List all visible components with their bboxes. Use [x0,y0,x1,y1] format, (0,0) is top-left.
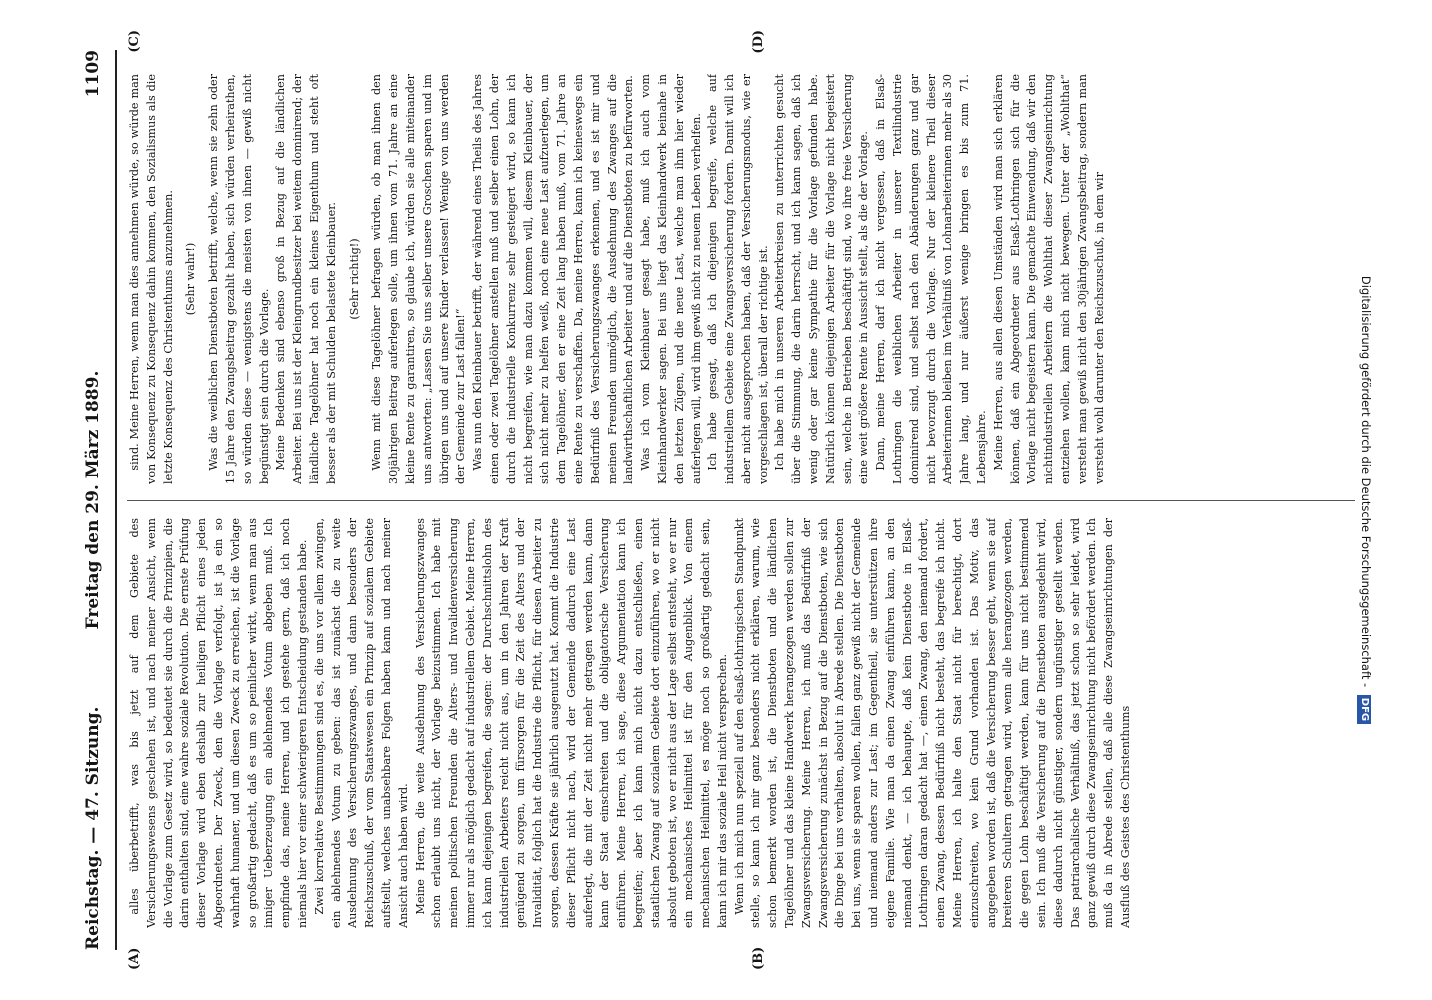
paragraph: Ich habe gesagt, daß ich diejenigen begreife, welche auf industriellem Gebiete eine Zwangsversicherung fordern. Damit will ich aber nicht ausgesprochen haben, daß der Versicherungsmodus, wie er vorgeschlagen ist, überall der richtige ist. [706,74,770,484]
paragraph: alles überbetrifft, was bis jetzt auf dem Gebiete des Versicherungswesens geschehen ist, und nach meiner Ansicht, wenn die Vorlage zum Gesetz wird, so bedeutet sie durch die Prinzipien, die darin enthalten sind, eine wahre soziale Revolution. Die ernste Prüfung dieser Vorlage wird eben deshalb zur heiligen Pflicht eines jeden Abgeordneten. Der Zweck, den die Vorlage verfolgt, ist ja ein so wahrhaft humaner, und um diesen Zweck zu erreichen, ist die Vorlage so großartig gedacht, daß es um so peinlicher wirkt, wenn man aus inniger Ueberzeugung ein ablehnendes Votum abgeben muß. Ich empfinde das, meine Herren, und ich gestehe gern, daß ich noch niemals hier vor einer schwierigeren Entscheidung gestanden habe. [128,518,309,928]
column-divider [127,500,1355,501]
header-session: Reichstag. — 47. Sitzung. [83,706,103,950]
dfg-logo: DFG [1357,695,1371,724]
digitization-credit [1353,40,1379,960]
header-rule [115,50,117,950]
paragraph: Was ich vom Kleinbauer gesagt habe, muß ich auch vom Kleinhandwerker sagen. Bei uns liegt das Kleinhandwerk beinahe in den letzten Zügen, und die neue Last, welche man ihm hier wieder auferlegen will, wird ihm gewiß nicht zu neuem Leben verhelfen. [639,74,703,484]
paragraph: Dann, meine Herren, darf ich nicht vergessen, daß in Elsaß-Lothringen die weiblichen Arbeiter in unserer Textilindustrie dominirend sind, und selbst nach den Abänderungen ganz und gar nicht bevorzugt durch die Vorlage. Nur der kleinere Theil dieser Arbeiterinnen bleiben im Verhältniß von Lohnarbeiterinnen mehr als 30 Jahre lang, und nur äußerst wenige bringen es bis zum 71. Lebensjahre. [874,74,989,484]
left-column [127,518,1355,928]
header-date: Freitag den 29. März 1889. [83,370,103,630]
paragraph: Meine Bedenken sind ebenso groß in Bezug auf die ländlichen Arbeiter. Bei uns ist der Kleingrundbesitzer bei weitem dominirend; der ländliche Tagelöhner hat noch ein kleines Eigenthum und steht oft besser als der mit Schulden belastete Kleinbauer. [274,74,338,484]
credit-text: Digitalisierung gefördert durch die Deutsche Forschungsgemeinschaft - [1359,275,1373,688]
paragraph: Was nun den Kleinbauer betrifft, der während eines Theils des Jahres einen oder zwei Tagelöhner anstellen muß und selber einen Lohn, der durch die industrielle Konkurrenz sehr gesteigert wird, so kann ich nicht begreifen, wie man dazu kommen will, diesem Kleinbauer, der sich nicht mehr zu helfen weiß, noch eine neue Last aufzuerlegen, um dem Tagelöhner, den er eine Zeit lang haben muß, vom 71. Jahre an eine Rente zu verschaffen. Da, meine Herren, kann ich keineswegs ein Bedürfniß des Versicherungszwanges erkennen, und es ist mir und meinen Freunden unmöglich, die Ausdehnung des Zwanges auf die landwirthschaftlichen Arbeiter und auf die Dienstboten zu befürworten. [471,74,636,484]
interjection: (Sehr richtig!) [347,238,361,320]
newspaper-page [51,20,1381,980]
paragraph: Meine Herren, die weite Ausdehnung des Versicherungszwanges schon erlaubt uns nicht, der Vorlage beizustimmen. Ich habe mit meinen politischen Freunden die Alters- und Invalidenversicherung immer nur als möglich gedacht auf industriellem Gebiet. Meine Herren, ich kann diejenigen begreifen, die sagen: der Durchschnittslohn des industriellen Arbeiters reicht nicht aus, um in den Jahren der Kraft genügend zu sorgen, um fürsorgen für die Zeit des Alters und der Invalidität, folglich hat die Industrie die Pflicht, für diesen Arbeiter zu sorgen, dessen Kräfte sie jährlich ausgenutzt hat. Kommt die Industrie dieser Pflicht nicht nach, wird der Gemeinde dadurch eine Last auferlegt, die mit der Zeit nicht mehr getragen werden kann, dann kann der Staat einschreiten und die obligatorische Versicherung einführen. Meine Herren, ich sage, diese Argumentation kann ich begreifen; aber ich kann mich nicht dazu entschließen, einen staatlichen Zwang auf sozialem Gebiete dort einzuführen, wo er nicht absolut geboten ist, wo er nicht aus der Lage selbst entsteht, wo er nur ein mechanisches Heilmittel ist für den Augenblick. Von einem mechanischen Heilmittel, es möge noch so großartig gedacht sein, kann ich mir das soziale Heil nicht versprechen. [413,518,729,928]
page-header [73,50,113,950]
interjection: (Sehr wahr!) [184,242,198,316]
margin-mark-d: (D) [751,30,766,54]
paragraph: Wenn mit diese Tagelöhner befragen würden, ob man ihnen den 30jährigen Beitrag auferlegen solle, um ihnen vom 71. Jahre an eine kleine Rente zu garantiren, so glaube ich, würden sie alle miteinander uns antworten: „Lassen Sie uns selber unsere Groschen sparen und im übrigen uns und auf unsere Kinder verlassen! Wenige von uns werden der Gemeinde zur Last fallen!“ [370,74,468,484]
margin-mark-b: (B) [751,946,766,970]
paragraph: Zwei korrelative Bestimmungen sind es, die uns vor allem zwingen, ein ablehnendes Votum zu geben: das ist zunächst die zu weite Ausdehnung des Versicherungszwanges, und dann besonders der Reichszuschuß, der vom Staatswesen ein Prinzip auf sozialem Gebiete aufstellt, welches unabsehbare Folgen haben kann und nach meiner Ansicht auch haben wird. [312,518,410,928]
margin-mark-a: (A) [127,947,142,970]
paragraph: Wenn ich mich nun speziell auf den elsaß-lothringischen Standpunkt stelle, so kann ich mir ganz besonders nicht erklären, warum, wie schon bemerkt worden ist, die Dienstboten und die ländlichen Tagelöhner und das kleine Handwerk herangezogen werden sollen zur Zwangsversicherung. Meine Herren, ich muß das Bedürfniß der Zwangsversicherung zunächst in Bezug auf die Dienstboten, wie sich die Dinge bei uns verhalten, absolut in Abrede stellen. Die Dienstboten bei uns, wenn sie sparen wollen, fallen ganz gewiß nicht der Gemeinde und niemand anders zur Last; im Gegentheil, sie unterstützen ihre eigene Familie. Wie man da einen Zwang einführen kann, an den niemand denkt, — ich behaupte, daß kein Dienstbote in Elsaß-Lothringen daran gedacht hat —, einen Zwang, den niemand fordert, einen Zwang, dessen Bedürfniß nicht besteht, das begreife ich nicht. Meine Herren, ich halte den Staat nicht für berechtigt, dort einzuschreiten, wo kein Grund vorhanden ist. Das Motiv, das angegeben worden ist, daß die Versicherung besser geht, wenn sie auf breiteren Schultern getragen wird, wenn alle herangezogen werden, die gegen Lohn beschäftigt werden, kann für uns nicht bestimmend sein. Ich muß die Versicherung auf die Dienstboten ausgedehnt wird, diese dadurch nicht günstiger, sondern ungünstiger gestellt werden. Das patriarchalische Verhältniß, das jetzt schon so sehr leidet, wird ganz gewiß durch diese Zwangseinrichtung nicht befördert werden. Ich muß da in Abrede stellen, daß alle diese Zwangseinrichtungen der Ausfluß des Geistes des Christenthums [732,518,1133,928]
paragraph: sind. Meine Herren, wenn man dies annehmen würde, so würde man von Konsequenz zu Konsequenz dahin kommen, den Sozialismus als die letzte Konsequenz des Christenthums anzunehmen. [128,74,175,484]
paragraph: Ich habe mich in unseren Arbeiterkreisen zu unterrichten gesucht über die Stimmung, die darin herrscht, und ich kann sagen, daß ich wenig oder gar keine Sympathie für die Vorlage gefunden habe. Natürlich können diejenigen Arbeiter für die Vorlage nicht begeistert sein, welche in Betrieben beschäftigt sind, wo ihre freie Versicherung eine weit größere Rente in Aussicht stellt, als die der Vorlage. [773,74,871,484]
margin-mark-c: (C) [127,30,142,53]
header-page-number: 1109 [83,50,103,98]
right-column [127,74,1355,484]
paragraph: Was die weiblichen Dienstboten betrifft, welche, wenn sie zehn oder 15 Jahre den Zwangsbeitrag gezahlt haben, sich würden verheirathen, so würden diese — wenigstens die meisten von ihnen — gewiß nicht begünstigt sein durch die Vorlage. [207,74,271,484]
paragraph: Meine Herren, aus allen diesen Umständen wird man sich erklären können, daß ein Abgeordneter aus Elsaß-Lothringen sich für die Vorlage nicht begeistern kann. Die gemachte Einwendung, daß wir den nichtindustriellen Arbeitern die Wohlthat dieser Zwangseinrichtung entziehen wollen, kann mich nicht bewegen. Unter der „Wohlthat“ versteht man gewiß nicht den 30jährigen Zwangsbeitrag, sondern man versteht wohl darunter den Reichszuschuß, in dem wir [991,74,1106,484]
